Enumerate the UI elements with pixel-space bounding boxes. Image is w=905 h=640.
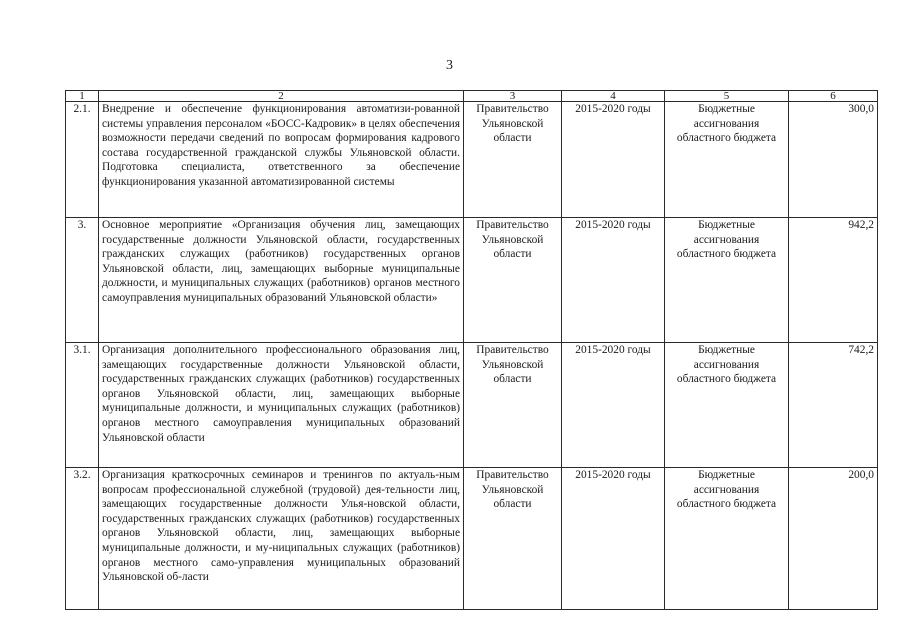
row-amount: 742,2 <box>789 343 878 468</box>
column-number-row <box>66 91 878 102</box>
row-amount: 942,2 <box>789 218 878 343</box>
row-amount: 300,0 <box>789 102 878 218</box>
row-period: 2015-2020 годы <box>562 102 665 218</box>
row-executor: Правительство Ульяновской области <box>464 102 562 218</box>
row-number: 3.2. <box>66 468 99 610</box>
column-header: 2 <box>99 91 464 102</box>
row-number: 3. <box>66 218 99 343</box>
table-row <box>66 218 878 343</box>
row-description: Организация дополнительного профессионального образования лиц, замещающих государственные должности Ульяновской области, государственных гражданских служащих (работников) государственных органов Ульяновской области, лиц, замещающих выборные муниципальные должности, и муниципальных служащих (работников) органов местного самоуправления муниципальных образований Ульяновской области <box>99 343 464 468</box>
row-funding-source: Бюджетные ассигнования областного бюджета <box>665 218 789 343</box>
row-executor: Правительство Ульяновской области <box>464 468 562 610</box>
column-header: 6 <box>789 91 878 102</box>
row-funding-source: Бюджетные ассигнования областного бюджета <box>665 468 789 610</box>
row-description: Внедрение и обеспечение функционирования автоматизи-рованной системы управления персоналом «БОСС-Кадровик» в целях обеспечения возможности передачи сведений по вопросам формирования кадрового состава государственной гражданской службы Ульяновской области. Подготовка специалиста, ответственного за обеспечение функционирования указанной автоматизированной системы <box>99 102 464 218</box>
column-header: 3 <box>464 91 562 102</box>
page-number: 3 <box>446 58 453 73</box>
row-number: 3.1. <box>66 343 99 468</box>
row-period: 2015-2020 годы <box>562 218 665 343</box>
row-funding-source: Бюджетные ассигнования областного бюджета <box>665 102 789 218</box>
row-description: Организация краткосрочных семинаров и тренингов по актуаль-ным вопросам профессиональной служебной (трудовой) дея-тельности лиц, замещающих государственные должности Улья-новской области, государственных гражданских служащих (работников) государственных органов Ульяновской области, лиц, замещающих выборные муниципальные должности, и му-ниципальных служащих (работников) органов местного само-управления муниципальных образований Ульяновской об-ласти <box>99 468 464 610</box>
row-funding-source: Бюджетные ассигнования областного бюджета <box>665 343 789 468</box>
row-period: 2015-2020 годы <box>562 343 665 468</box>
column-header: 4 <box>562 91 665 102</box>
row-amount: 200,0 <box>789 468 878 610</box>
row-executor: Правительство Ульяновской области <box>464 343 562 468</box>
program-table <box>65 90 878 610</box>
table-row <box>66 468 878 610</box>
row-number: 2.1. <box>66 102 99 218</box>
table-row <box>66 102 878 218</box>
row-executor: Правительство Ульяновской области <box>464 218 562 343</box>
row-description: Основное мероприятие «Организация обучения лиц, замещающих государственные должности Ульяновской области, государственных гражданских служащих (работников) государственных органов Ульяновской области, лиц, замещающих выборные муниципальные должности, и муниципальных служащих (работников) органов местного самоуправления муниципальных образований Ульяновской области» <box>99 218 464 343</box>
row-period: 2015-2020 годы <box>562 468 665 610</box>
column-header: 5 <box>665 91 789 102</box>
column-header: 1 <box>66 91 99 102</box>
table-row <box>66 343 878 468</box>
